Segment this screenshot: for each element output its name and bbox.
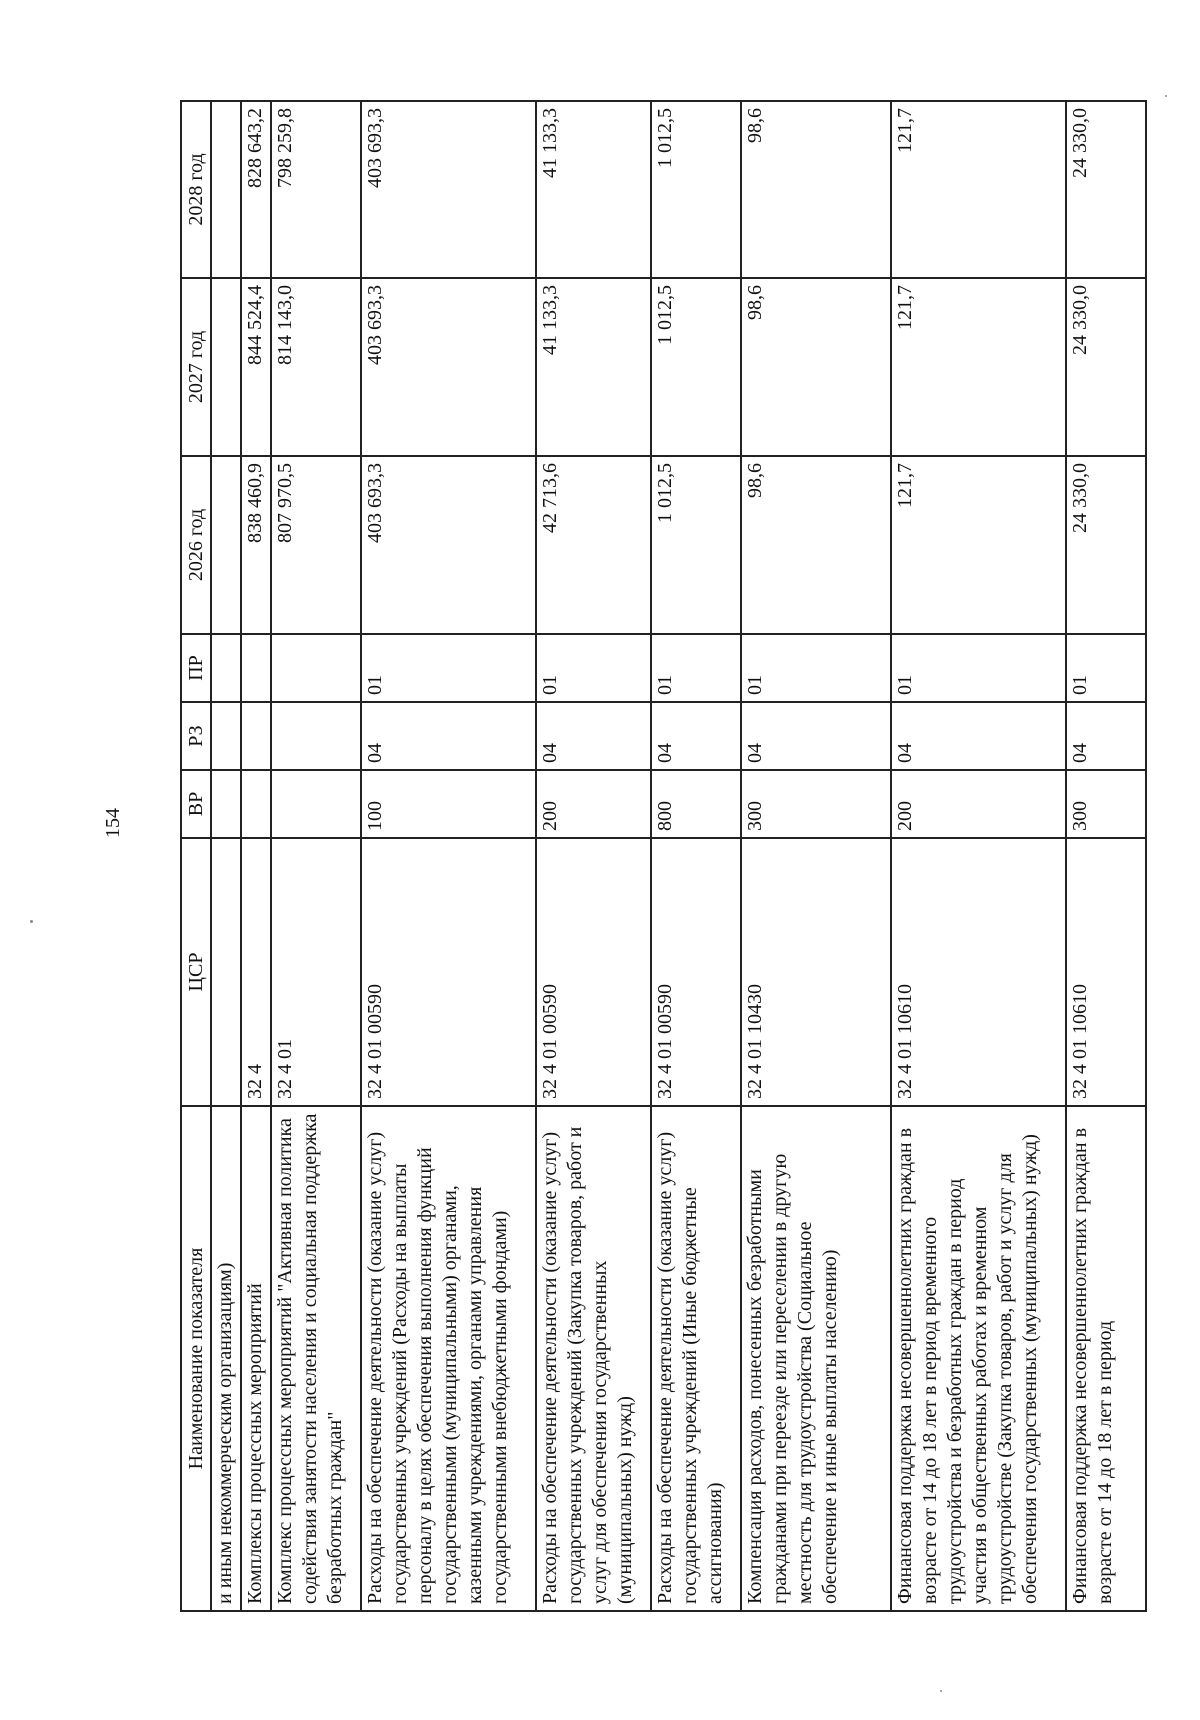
row-pr — [211, 634, 241, 702]
row-2026: 98,6 — [741, 456, 891, 634]
row-2027: 98,6 — [741, 278, 891, 456]
row-2028 — [211, 101, 241, 278]
row-csr — [211, 838, 241, 1106]
row-rz: 04 — [891, 702, 1066, 770]
row-rz: 04 — [741, 702, 891, 770]
row-vr — [211, 770, 241, 838]
row-rz: 04 — [1066, 702, 1146, 770]
table-row — [651, 101, 741, 1611]
row-csr: 32 4 01 00590 — [361, 838, 536, 1106]
row-2026: 403 693,3 — [361, 456, 536, 634]
row-vr: 300 — [1066, 770, 1146, 838]
row-2028: 41 133,3 — [536, 101, 651, 278]
row-2026 — [211, 456, 241, 634]
table-row — [211, 101, 241, 1611]
row-vr — [271, 770, 361, 838]
scan-speck — [30, 920, 33, 923]
table-row — [536, 101, 651, 1611]
row-2028: 1 012,5 — [651, 101, 741, 278]
column-header-vr: ВР — [181, 770, 211, 838]
row-name: Комплекс процессных мероприятий "Активная политика содействия занятости населения и социальная поддержка безработных граждан" — [271, 1106, 361, 1611]
row-2027: 24 330,0 — [1066, 278, 1146, 456]
row-vr: 300 — [741, 770, 891, 838]
row-csr: 32 4 — [241, 838, 271, 1106]
column-header-rz: РЗ — [181, 702, 211, 770]
table-row — [741, 101, 891, 1611]
row-2028: 828 643,2 — [241, 101, 271, 278]
column-header-pr: ПР — [181, 634, 211, 702]
table-row — [361, 101, 536, 1611]
row-name: Расходы на обеспечение деятельности (оказание услуг) государственных учреждений (Закупка товаров, работ и услуг для обеспечения государственных (муниципальных) нужд) — [536, 1106, 651, 1611]
row-rz — [211, 702, 241, 770]
row-2028: 98,6 — [741, 101, 891, 278]
row-2026: 1 012,5 — [651, 456, 741, 634]
row-2026: 24 330,0 — [1066, 456, 1146, 634]
row-2028: 403 693,3 — [361, 101, 536, 278]
row-vr — [241, 770, 271, 838]
row-rz — [241, 702, 271, 770]
budget-table — [180, 100, 1147, 1612]
table-row — [271, 101, 361, 1611]
budget-table-rotated — [180, 102, 1140, 1612]
table-header-row — [181, 101, 211, 1611]
table-row — [891, 101, 1066, 1611]
row-2026: 42 713,6 — [536, 456, 651, 634]
row-pr: 01 — [361, 634, 536, 702]
column-header-2028: 2028 год — [181, 101, 211, 278]
row-2027: 41 133,3 — [536, 278, 651, 456]
row-vr: 100 — [361, 770, 536, 838]
row-name: Финансовая поддержка несовершеннолетних граждан в возрасте от 14 до 18 лет в период временного трудоустройства и безработных граждан в период участия в общественных работах и временном трудоустройстве (Закупка товаров, работ и услуг для обеспечения государственных (муниципальных) нужд) — [891, 1106, 1066, 1611]
row-pr: 01 — [536, 634, 651, 702]
scan-speck — [940, 1690, 942, 1692]
row-name: Расходы на обеспечение деятельности (оказание услуг) государственных учреждений (Расходы на выплаты персоналу в целях обеспечения выполнения функций государственными (муниципальными) органами, казенными учреждениями, органами управления государственными внебюджетными фондами) — [361, 1106, 536, 1611]
row-csr: 32 4 01 10610 — [1066, 838, 1146, 1106]
row-2027: 844 524,4 — [241, 278, 271, 456]
row-2026: 121,7 — [891, 456, 1066, 634]
row-2028: 121,7 — [891, 101, 1066, 278]
table-row — [241, 101, 271, 1611]
row-vr: 200 — [536, 770, 651, 838]
row-pr: 01 — [891, 634, 1066, 702]
row-2028: 798 259,8 — [271, 101, 361, 278]
column-header-2026: 2026 год — [181, 456, 211, 634]
row-rz: 04 — [361, 702, 536, 770]
row-csr: 32 4 01 10430 — [741, 838, 891, 1106]
row-csr: 32 4 01 10610 — [891, 838, 1066, 1106]
table-row — [1066, 101, 1146, 1611]
row-csr: 32 4 01 — [271, 838, 361, 1106]
column-header-2027: 2027 год — [181, 278, 211, 456]
row-name: Комплексы процессных мероприятий — [241, 1106, 271, 1611]
row-rz — [271, 702, 361, 770]
row-pr: 01 — [651, 634, 741, 702]
row-pr: 01 — [741, 634, 891, 702]
row-2028: 24 330,0 — [1066, 101, 1146, 278]
row-csr: 32 4 01 00590 — [536, 838, 651, 1106]
row-2027: 814 143,0 — [271, 278, 361, 456]
row-vr: 200 — [891, 770, 1066, 838]
row-2026: 807 970,5 — [271, 456, 361, 634]
row-name: Компенсация расходов, понесенных безработными гражданами при переезде или переселении в другую местность для трудоустройства (Социальное обеспечение и иные выплаты населению) — [741, 1106, 891, 1611]
row-2027: 121,7 — [891, 278, 1066, 456]
row-pr — [241, 634, 271, 702]
row-name: и иным некоммерческим организациям) — [211, 1106, 241, 1611]
row-2027: 1 012,5 — [651, 278, 741, 456]
page-number: 154 — [102, 808, 124, 838]
row-csr: 32 4 01 00590 — [651, 838, 741, 1106]
column-header-csr: ЦСР — [181, 838, 211, 1106]
row-rz: 04 — [651, 702, 741, 770]
row-name: Финансовая поддержка несовершеннолетних граждан в возрасте от 14 до 18 лет в период — [1066, 1106, 1146, 1611]
row-rz: 04 — [536, 702, 651, 770]
row-pr — [271, 634, 361, 702]
row-2026: 838 460,9 — [241, 456, 271, 634]
scan-speck — [1165, 95, 1167, 97]
column-header-name: Наименование показателя — [181, 1106, 211, 1611]
row-name: Расходы на обеспечение деятельности (оказание услуг) государственных учреждений (Иные бюджетные ассигнования) — [651, 1106, 741, 1611]
row-2027 — [211, 278, 241, 456]
row-pr: 01 — [1066, 634, 1146, 702]
row-vr: 800 — [651, 770, 741, 838]
row-2027: 403 693,3 — [361, 278, 536, 456]
